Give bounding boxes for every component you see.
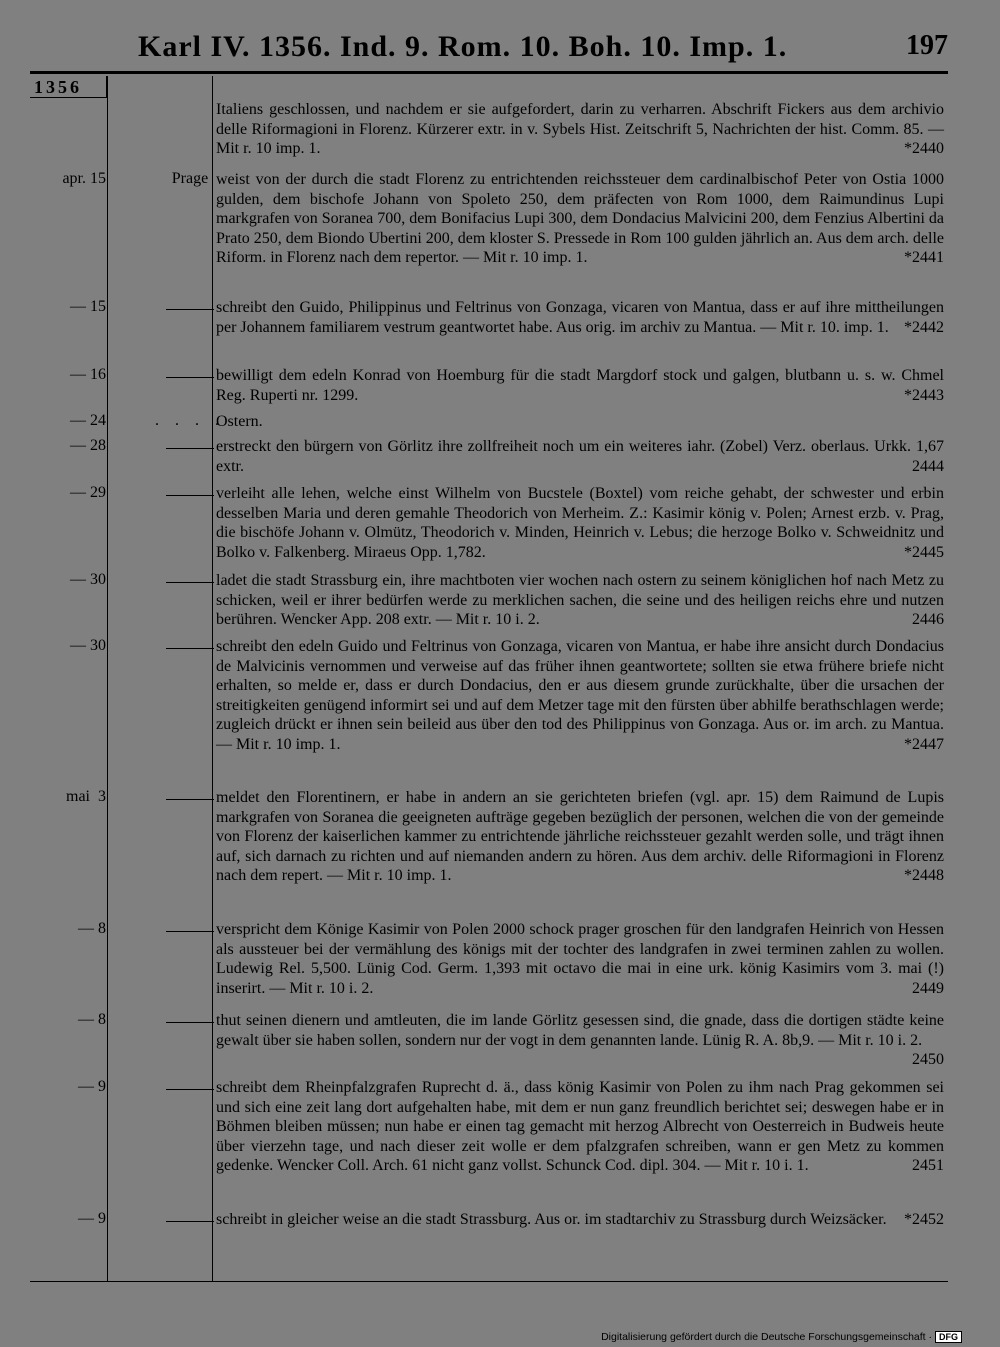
entry-date: — 15 (70, 298, 106, 315)
ditto-dash (166, 799, 214, 800)
entry-date: — 28 (70, 437, 106, 454)
column-divider-date (107, 76, 108, 1282)
entry-date: — 8 (78, 1011, 106, 1028)
entry-text: weist von der durch die stadt Florenz zu entrichtenden reichssteuer dem cardinalbischof Peter von Ostia 1000 gulden, dem bischofe Johann von Spoleto 250, dem präfecten von Rom 1000, dem Raimundinus Lupi markgrafen von Soranea 700, dem Bonifacius Lupi 300, dem Dondacius Malvicini 200, dem Fenzius Albertini da Prato 250, dem Biondo Ubertini 200, dem kloster S. Pressede in Rom 100 gulden jährlich an. Aus dem arch. delle Riform. in Florenz nach dem repertor. — Mit r. 10 imp. 1. *2441 (216, 171, 944, 267)
entry-ref: *2443 (904, 386, 944, 404)
ditto-dash (166, 582, 214, 583)
entry-ref: *2441 (904, 249, 944, 267)
entry-date: — 16 (70, 366, 106, 383)
entry-text: thut seinen dienern und amtleuten, die im lande Görlitz gesessen sind, die gnade, dass die dortigen städte keine gewalt über sie haben sollen, sondern nur der vogt in dem genannten lande. Lünig R. A. 8b,9. — Mit r. 10 i. 2. 2450 (216, 1012, 944, 1069)
entry-text: schreibt den Guido, Philippinus und Feltrinus von Gonzaga, vicaren von Mantua, dass er auf ihre mittheilungen per Johannem familiarem vestrum geantwortet habe. Aus orig. im archiv zu Mantua. — Mit r. 10. imp. 1. *2442 (216, 299, 944, 336)
entry-ref: *2448 (904, 867, 944, 885)
entry-date: — 8 (78, 920, 106, 937)
entry-text: ladet die stadt Strassburg ein, ihre machtboten vier wochen nach ostern zu seinem königlichen hof nach Metz zu schicken, weil er ihrer bedürfen werde zu merklichen sachen, die seine und des heiligen reichs ehre und nutzen berühren. Wencker App. 208 extr. — Mit r. 10 i. 2. 2446 (216, 572, 944, 629)
header-rule (30, 71, 948, 74)
ditto-dash (166, 377, 214, 378)
entry-text: schreibt dem Rheinpfalzgrafen Ruprecht d. ä., dass könig Kasimir von Polen zu ihm nach Prag gekommen sei und sich eine zeit lang dort aufgehalten habe, mit dem er nun ganz freundlich berichtet sei; deswegen habe er in Böhmen bleiben müssen; nun habe er einen tag gemacht mit herzog Albrecht von Oesterreich in Budweis heute über vierzehn tage, und nach dieser zeit wolle er dem pfalzgrafen schreiben, wann er gen Metz zu kommen gedenke. Wencker Coll. Arch. 61 nicht ganz vollst. Schunck Cod. dipl. 304. — Mit r. 10 i. 1. 2451 (216, 1079, 944, 1175)
entry-date: mai 3 (66, 788, 106, 805)
entry-date: — 30 (70, 637, 106, 654)
page-number: 197 (906, 30, 948, 61)
entry-date: — 9 (78, 1078, 106, 1095)
ditto-dash (166, 1089, 214, 1090)
ditto-dash (166, 309, 214, 310)
entry-text: verspricht dem Könige Kasimir von Polen 2000 schock prager groschen für den landgrafen Heinrich von Hessen als aussteuer bei der vermählung des königs mit der tochter des landgrafen in zwei terminen zahlen zu wollen. Ludewig Rel. 5,500. Lünig Cod. Germ. 1,393 mit octavo die mai in eine urk. könig Kasimirs vom 3. mai (!) inserirt. — Mit r. 10 i. 2. 2449 (216, 921, 944, 997)
entry-text: meldet den Florentinern, er habe in andern an sie gerichteten briefen (vgl. apr. 15) dem Raimund de Lupis markgrafen von Soranea die geeigneten aufträge gegeben bezüglich der personen, welchen die von der gemeinde von Florenz der kaiserlichen kammer zu entrichtende jährliche reichssteuer gezahlt werden solle, und trägt ihnen auf, sich darnach zu richten und auf niemanden andern zu hören. Aus dem archiv. delle Riformagioni in Florenz nach dem repert. — Mit r. 10 imp. 1. *2448 (216, 789, 944, 885)
digitization-footer (601, 1331, 962, 1343)
column-divider-place (212, 76, 213, 1282)
entry-ref: 2450 (912, 1051, 944, 1069)
ditto-dash (166, 495, 214, 496)
table-bottom-rule (30, 1281, 948, 1282)
entry-text: bewilligt dem edeln Konrad von Hoemburg für die stadt Margdorf stock und galgen, blutbann u. s. w. Chmel Reg. Ruperti nr. 1299. *2443 (216, 367, 944, 404)
running-header (0, 30, 948, 70)
entry-ref: *2440 (904, 140, 944, 158)
entry-text: verleiht alle lehen, welche einst Wilhelm von Bucstele (Boxtel) vom reiche gehabt, der schwester und erbin desselben Maria und deren gemahle Theodorich von Merheim. Z.: Kasimir könig v. Polen; Arnest erzb. v. Prag, die bischöfe Johann v. Olmütz, Theodorich v. Minden, Heinrich v. Lebus; die herzoge Bolko v. Schweidnitz und Bolko v. Falkenberg. Miraeus Opp. 1,782. *2445 (216, 485, 944, 561)
ditto-dash (166, 1221, 214, 1222)
entry-text: schreibt in gleicher weise an die stadt Strassburg. Aus or. im stadtarchiv zu Strassburg durch Weizsäcker. *2452 (216, 1211, 944, 1228)
footer-text: Digitalisierung gefördert durch die Deutsche Forschungsgemeinschaft · (601, 1331, 932, 1343)
entry-date: — 29 (70, 484, 106, 501)
dfg-logo: DFG (935, 1331, 962, 1343)
entry-ref: *2447 (904, 735, 944, 753)
entry-ref: 2451 (912, 1157, 944, 1175)
entry-ref: 2449 (912, 979, 944, 997)
ditto-dash (166, 1022, 214, 1023)
entry-ref: *2445 (904, 543, 944, 561)
entry-text: Ostern. (216, 413, 263, 430)
entry-date: apr. 15 (62, 170, 106, 187)
entry-text: schreibt den edeln Guido und Feltrinus von Gonzaga, vicaren von Mantua, er habe ihre ansicht durch Dondacius de Malvicinis vernommen und verweise auf das früher ihnen geantwortete; sollten sie etwa frühere briefe nicht erhalten, so melde er, dass er durch Dondacius, den er aus diesem grunde zurückhalte, über die ursachen der streitigkeiten genügend informirt sei und auf dem Metzer tage mit den fürsten über abhilfe berathschlagen werde; zugleich drückt er ihnen sein beileid aus über den tod des Philippinus von Gonzaga. Aus or. im arch. zu Mantua. — Mit r. 10 imp. 1. *2447 (216, 638, 944, 753)
entry-date: — 30 (70, 571, 106, 588)
entry-date: — 9 (78, 1210, 106, 1227)
ditto-dash (166, 648, 214, 649)
entry-place: . . . . (155, 412, 225, 429)
entry-ref: *2442 (904, 318, 944, 336)
entry-text: Italiens geschlossen, und nachdem er sie aufgefordert, darin zu verharren. Abschrift Fickers aus dem archivio delle Riformagioni in Florenz. Kürzerer extr. in v. Sybels Hist. Zeitschrift 5, Nachrichten der hist. Comm. 85. — Mit r. 10 imp. 1. *2440 (216, 101, 944, 158)
ditto-dash (166, 931, 214, 932)
entry-ref: 2444 (912, 457, 944, 475)
entry-text: erstreckt den bürgern von Görlitz ihre zollfreiheit noch um ein weiteres iahr. (Zobel) Verz. oberlaus. Urkk. 1,67 extr. 2444 (216, 438, 944, 475)
entry-date: — 24 (70, 412, 106, 429)
year-label: 1356 (30, 76, 107, 98)
entry-ref: 2446 (912, 611, 944, 629)
entry-place: Prage (171, 170, 209, 187)
entry-ref: *2452 (904, 1211, 944, 1228)
ditto-dash (166, 448, 214, 449)
page-header-title: Karl IV. 1356. Ind. 9. Rom. 10. Boh. 10. Imp. 1. (138, 30, 788, 63)
